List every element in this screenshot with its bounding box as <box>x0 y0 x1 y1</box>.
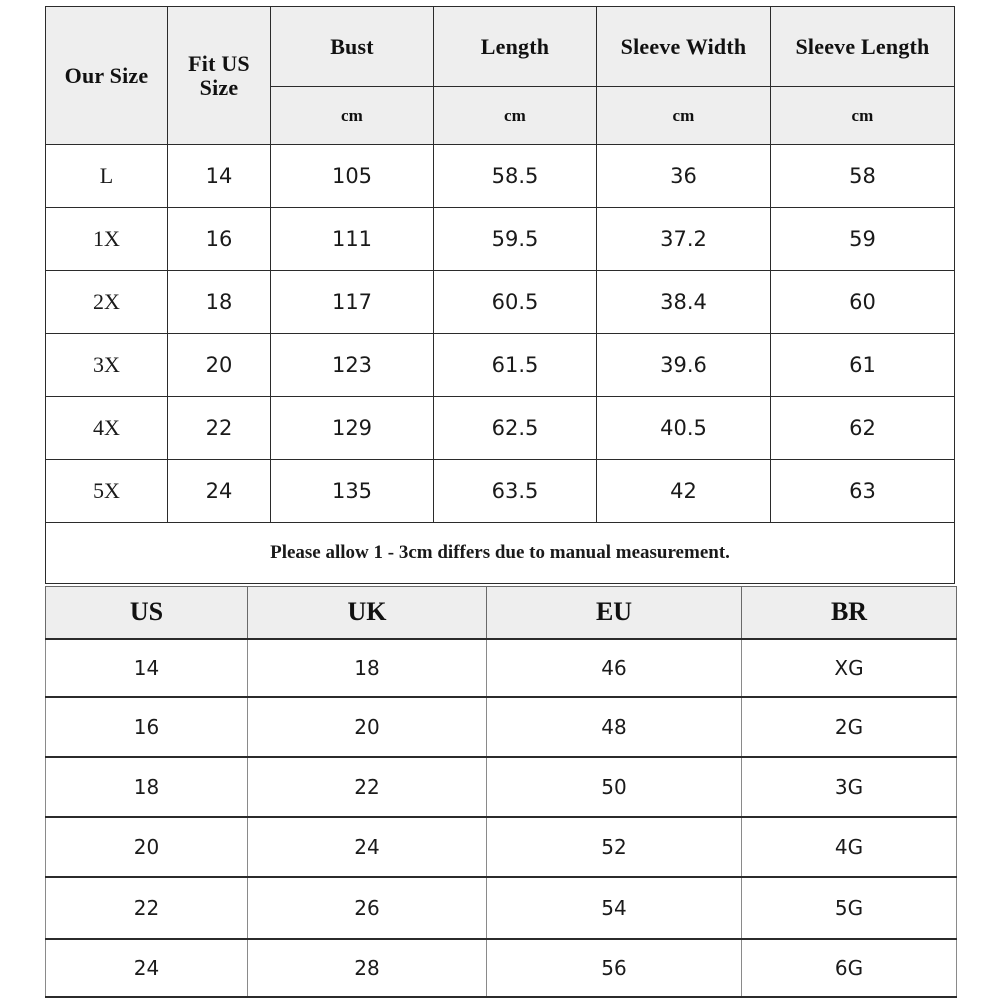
table-row <box>46 639 957 697</box>
our-size-cell: 2X <box>46 271 168 334</box>
table-row <box>46 208 955 271</box>
bust-cell: 135 <box>271 460 434 523</box>
table-row <box>46 334 955 397</box>
header-sleeve-length: Sleeve Length <box>771 7 955 87</box>
sleeve-length-cell: 59 <box>771 208 955 271</box>
length-cell: 60.5 <box>434 271 597 334</box>
uk-cell: 24 <box>248 817 487 877</box>
br-cell: XG <box>742 639 957 697</box>
header-uk: UK <box>248 587 487 639</box>
unit-sleeve-length: cm <box>771 87 955 145</box>
bust-cell: 111 <box>271 208 434 271</box>
table-row <box>46 460 955 523</box>
bust-cell: 117 <box>271 271 434 334</box>
table-row <box>46 697 957 757</box>
sleeve-length-cell: 62 <box>771 397 955 460</box>
our-size-cell: 4X <box>46 397 168 460</box>
sleeve-length-cell: 60 <box>771 271 955 334</box>
length-cell: 63.5 <box>434 460 597 523</box>
us-cell: 20 <box>46 817 248 877</box>
us-cell: 16 <box>46 697 248 757</box>
us-cell: 22 <box>46 877 248 939</box>
sleeve-width-cell: 38.4 <box>597 271 771 334</box>
conversion-header <box>46 587 957 639</box>
size-chart-header <box>46 7 955 145</box>
our-size-cell: 3X <box>46 334 168 397</box>
table-row <box>46 397 955 460</box>
length-cell: 59.5 <box>434 208 597 271</box>
uk-cell: 20 <box>248 697 487 757</box>
uk-cell: 28 <box>248 939 487 997</box>
bust-cell: 105 <box>271 145 434 208</box>
our-size-cell: 5X <box>46 460 168 523</box>
eu-cell: 54 <box>487 877 742 939</box>
table-row <box>46 271 955 334</box>
length-cell: 62.5 <box>434 397 597 460</box>
table-row <box>46 877 957 939</box>
fit-us-size-cell: 18 <box>168 271 271 334</box>
length-cell: 58.5 <box>434 145 597 208</box>
header-fit-us-size-label: Fit US Size <box>188 50 250 100</box>
br-cell: 5G <box>742 877 957 939</box>
header-our-size: Our Size <box>46 7 168 145</box>
header-br: BR <box>742 587 957 639</box>
fit-us-size-cell: 24 <box>168 460 271 523</box>
eu-cell: 52 <box>487 817 742 877</box>
table-row <box>46 939 957 997</box>
sleeve-length-cell: 63 <box>771 460 955 523</box>
uk-cell: 22 <box>248 757 487 817</box>
eu-cell: 46 <box>487 639 742 697</box>
br-cell: 6G <box>742 939 957 997</box>
sleeve-length-cell: 58 <box>771 145 955 208</box>
us-cell: 14 <box>46 639 248 697</box>
fit-us-size-cell: 16 <box>168 208 271 271</box>
eu-cell: 50 <box>487 757 742 817</box>
header-us: US <box>46 587 248 639</box>
size-conversion-table <box>45 586 957 998</box>
eu-cell: 48 <box>487 697 742 757</box>
sleeve-width-cell: 36 <box>597 145 771 208</box>
fit-us-size-cell: 22 <box>168 397 271 460</box>
size-chart-body <box>46 145 955 584</box>
br-cell: 2G <box>742 697 957 757</box>
fit-us-size-cell: 20 <box>168 334 271 397</box>
eu-cell: 56 <box>487 939 742 997</box>
fit-us-size-cell: 14 <box>168 145 271 208</box>
unit-sleeve-width: cm <box>597 87 771 145</box>
uk-cell: 18 <box>248 639 487 697</box>
table-row <box>46 145 955 208</box>
our-size-cell: L <box>46 145 168 208</box>
header-bust: Bust <box>271 7 434 87</box>
sleeve-width-cell: 37.2 <box>597 208 771 271</box>
our-size-cell: 1X <box>46 208 168 271</box>
table-row <box>46 757 957 817</box>
header-eu: EU <box>487 587 742 639</box>
sleeve-width-cell: 39.6 <box>597 334 771 397</box>
unit-bust: cm <box>271 87 434 145</box>
bust-cell: 123 <box>271 334 434 397</box>
size-chart-table <box>45 6 955 584</box>
header-sleeve-width: Sleeve Width <box>597 7 771 87</box>
us-cell: 18 <box>46 757 248 817</box>
measurement-note: Please allow 1 - 3cm differs due to manual measurement. <box>46 523 955 584</box>
sleeve-width-cell: 42 <box>597 460 771 523</box>
bust-cell: 129 <box>271 397 434 460</box>
br-cell: 4G <box>742 817 957 877</box>
sleeve-width-cell: 40.5 <box>597 397 771 460</box>
us-cell: 24 <box>46 939 248 997</box>
length-cell: 61.5 <box>434 334 597 397</box>
table-row <box>46 817 957 877</box>
br-cell: 3G <box>742 757 957 817</box>
note-row <box>46 523 955 584</box>
conversion-body <box>46 639 957 997</box>
uk-cell: 26 <box>248 877 487 939</box>
header-fit-us-size <box>168 7 271 145</box>
unit-length: cm <box>434 87 597 145</box>
sleeve-length-cell: 61 <box>771 334 955 397</box>
header-length: Length <box>434 7 597 87</box>
